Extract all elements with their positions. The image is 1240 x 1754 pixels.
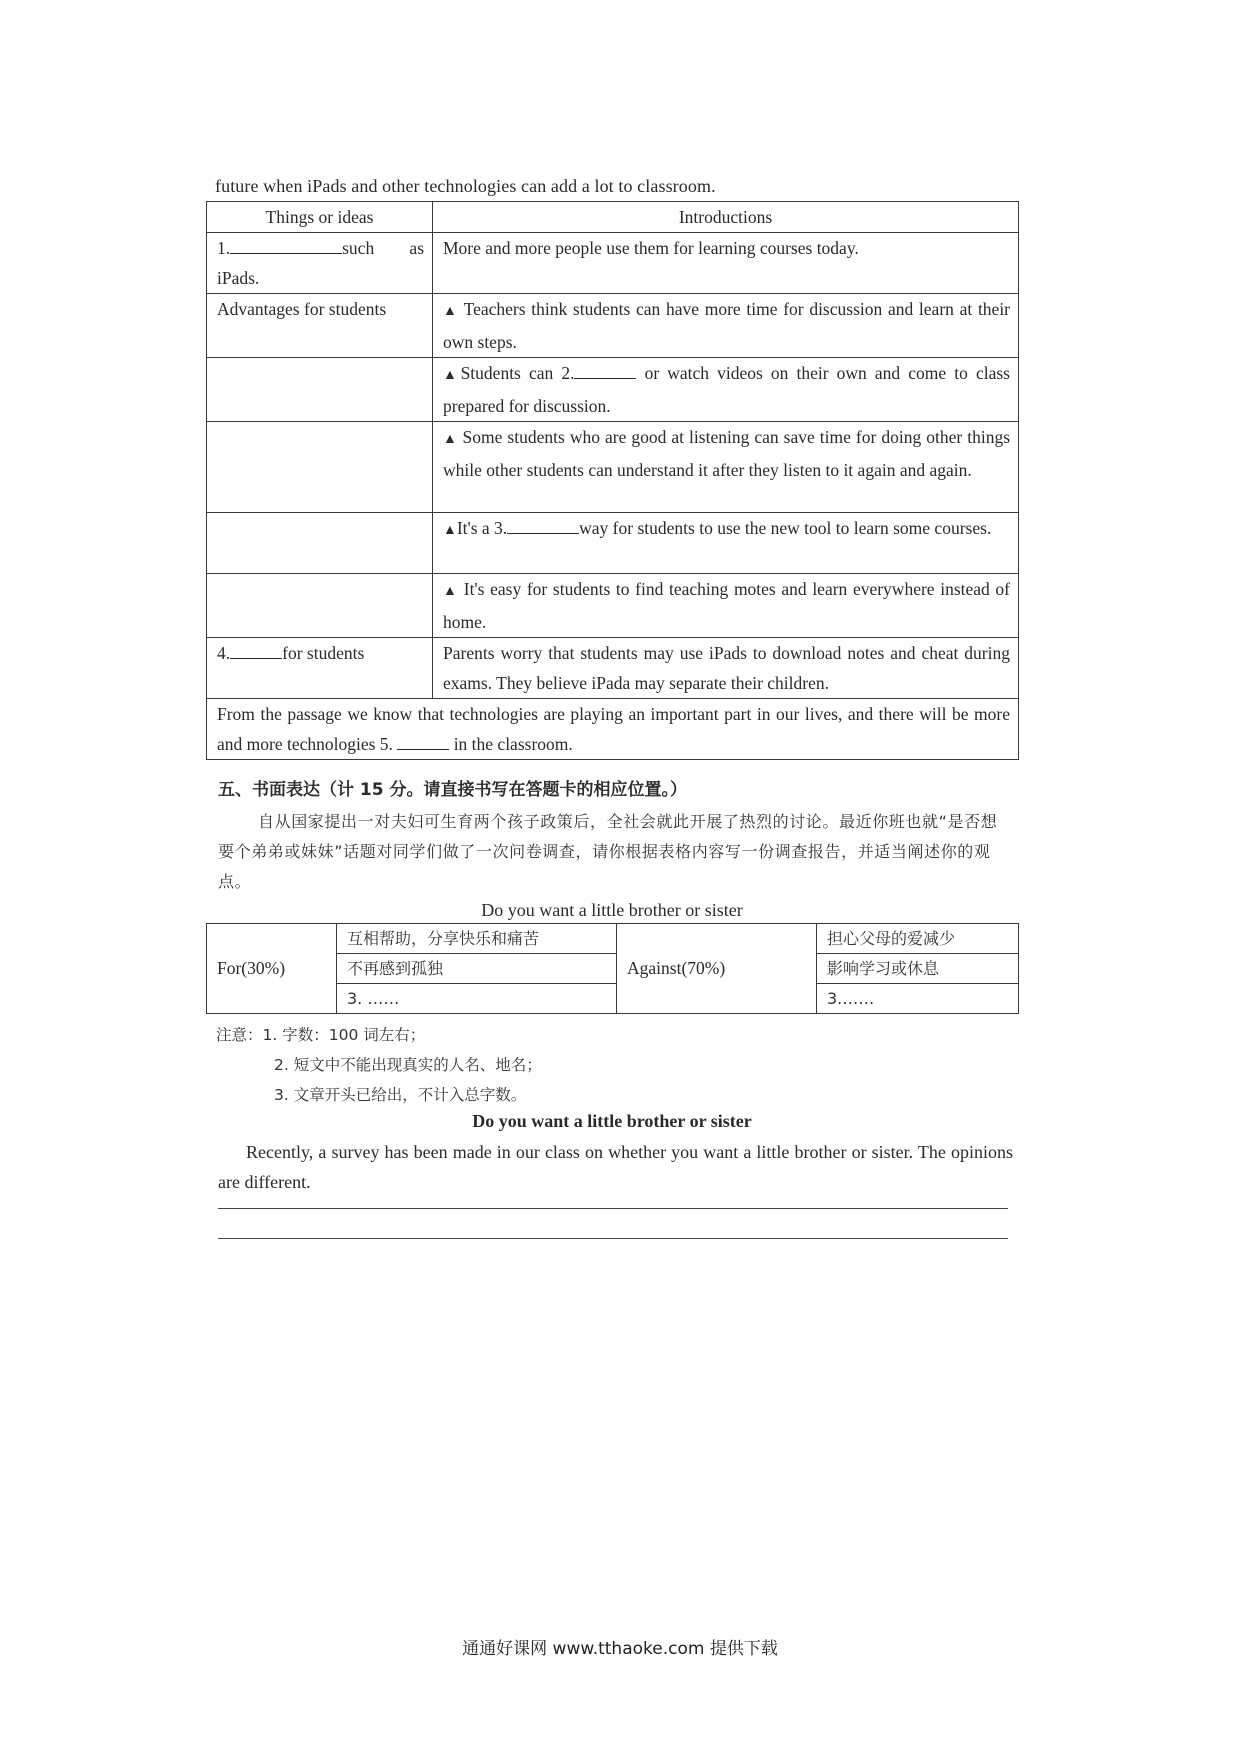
intro-text: way for students to use the new tool to learn some courses. [579,518,992,538]
against-item: 担心父母的爱减少 [817,924,1019,954]
section-heading: 五、书面表达（计 15 分。请直接书写在答题卡的相应位置。） [218,780,687,800]
intro-text: Some students who are good at listening can save time for doing other things while other students can understand it after they listen to it again and again. [443,427,1011,480]
thing-text: such as iPads. [217,238,424,288]
note-item: 1. 字数：100 词左右； [262,1026,426,1044]
note-item: 3. 文章开头已给出，不计入总字数。 [274,1086,527,1104]
notes-label: 注意： [216,1026,263,1044]
answer-blank-2[interactable] [574,358,636,379]
summary-text: in the classroom. [449,734,573,754]
blank-number: 1. [217,238,231,258]
essay-opening: Recently, a survey has been made in our class on whether you want a little brother or sister. The opinions are different. [218,1142,1013,1192]
note-line [216,1020,542,1050]
summary-row [207,699,1019,760]
summary-text: From the passage we know that technologies are playing an important part in our lives, and there will be more and more technologies 5. [217,704,1010,754]
intro-cell: More and more people use them for learning courses today. [433,233,1019,294]
note-item: 2. 短文中不能出现真实的人名、地名； [274,1056,542,1074]
intro-text: Teachers think students can have more time for discussion and learn at their own steps. [443,299,1011,352]
answer-blank-3[interactable] [507,513,579,534]
survey-table [206,923,1019,1014]
answer-blank-4[interactable] [230,638,282,659]
intro-cell [433,513,1019,574]
thing-cell [207,638,433,699]
table-row [207,358,1019,422]
against-item: 3.…… [817,984,1019,1014]
page-footer: 通通好课网 www.tthaoke.com 提供下载 [462,1639,778,1659]
triangle-bullet-icon: ▲ [443,304,459,319]
table-row [207,574,1019,638]
for-item: 互相帮助，分享快乐和痛苦 [337,924,617,954]
for-label: For(30%) [207,924,337,1014]
survey-caption: Do you want a little brother or sister [481,900,743,920]
table-row [207,638,1019,699]
passage-tail-line: future when iPads and other technologies can add a lot to classroom. [215,176,716,196]
summary-cell [207,699,1019,760]
answer-line[interactable] [218,1208,1008,1209]
intro-cell [433,294,1019,358]
answer-blank-1[interactable] [230,233,342,254]
answer-line[interactable] [218,1238,1008,1239]
intro-text: It's a 3. [456,518,508,538]
blank-number: 4. [217,643,231,663]
against-label: Against(70%) [617,924,817,1014]
intro-cell [433,422,1019,513]
table-row [207,294,1019,358]
triangle-bullet-icon: ▲ [443,523,457,538]
for-item: 3. …… [337,984,617,1014]
against-item: 影响学习或休息 [817,954,1019,984]
essay-title: Do you want a little brother or sister [472,1111,752,1131]
writing-prompt: 自从国家提出一对夫妇可生育两个孩子政策后，全社会就此开展了热烈的讨论。最近你班也就“是否想要个弟弟或妹妹”话题对同学们做了一次问卷调查，请你根据表格内容写一份调查报告，并适当阐述你的观点。 [218,812,998,891]
table-row [207,924,1019,954]
answer-blank-5[interactable] [397,729,449,750]
reading-task-table [206,201,1019,760]
intro-cell: Parents worry that students may use iPads to download notes and cheat during exams. They believe iPada may separate their children. [433,638,1019,699]
intro-cell [433,358,1019,422]
header-introductions: Introductions [433,202,1019,233]
thing-cell: Advantages for students [207,294,433,358]
triangle-bullet-icon: ▲ [443,584,459,599]
thing-text: for students [282,643,365,663]
intro-cell [433,574,1019,638]
thing-cell [207,422,433,513]
table-row [207,513,1019,574]
thing-cell [207,574,433,638]
table-row [207,422,1019,513]
triangle-bullet-icon: ▲ [443,432,458,447]
thing-cell [207,233,433,294]
for-item: 不再感到孤独 [337,954,617,984]
header-things: Things or ideas [207,202,433,233]
writing-notes [216,1020,542,1110]
intro-text: Students can 2. [460,363,575,383]
thing-cell [207,358,433,422]
triangle-bullet-icon: ▲ [443,368,461,383]
thing-cell [207,513,433,574]
intro-text: or watch videos on their own and come to class prepared for discussion. [443,363,1010,416]
table-row [207,233,1019,294]
intro-text: It's easy for students to find teaching motes and learn everywhere instead of home. [443,579,1011,632]
table-header-row [207,202,1019,233]
